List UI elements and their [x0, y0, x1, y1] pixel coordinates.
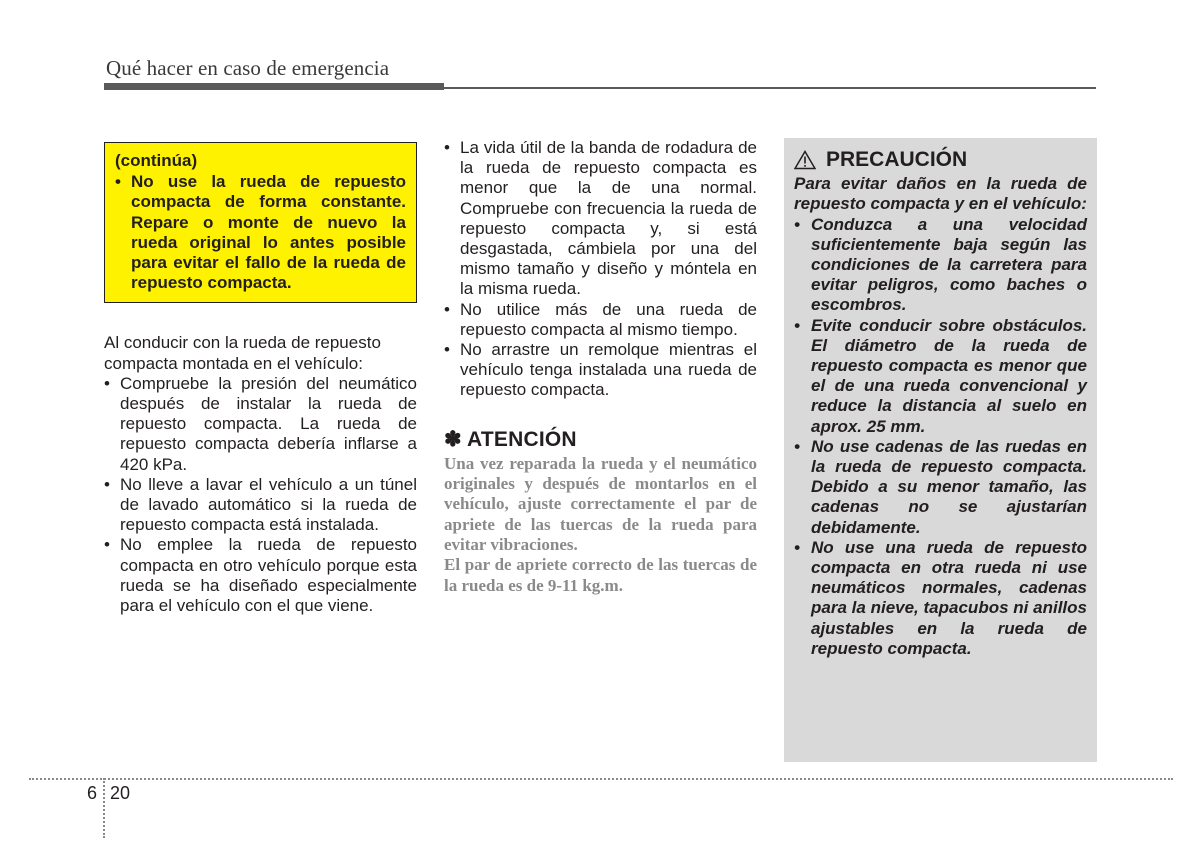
notice-item: • No use la rueda de repuesto compacta de forma constante. Repare o monte de nuevo la rueda original lo antes posible para evitar el fallo de la rueda de repuesto compacta.	[115, 172, 406, 293]
caution-item: • No use cadenas de las ruedas en la rueda de repuesto compacta. Debido a su menor tamaño, las cadenas no se ajustarían debidamente.	[794, 437, 1087, 538]
header-rule-thick	[104, 83, 444, 90]
list-item: • La vida útil de la banda de rodadura de la rueda de repuesto compacta es menor que la de una normal. Compruebe con frecuencia la rueda de repuesto compacta y, si está desgastada, cámbiela por una del mismo tamaño y diseño y móntela en la misma rueda.	[444, 138, 757, 300]
continued-notice-box	[104, 142, 417, 303]
page-number: 20	[110, 783, 131, 803]
header-rule-thin	[444, 87, 1096, 89]
column-left	[104, 142, 417, 616]
caution-item: • Conduzca a una velocidad suficientemente baja según las condiciones de la carretera para evitar peligros, como baches o escombros.	[794, 215, 1087, 316]
footer-vertical-divider	[103, 778, 105, 838]
column-right	[784, 138, 1097, 762]
list-item: • No emplee la rueda de repuesto compacta en otro vehículo porque esta rueda se ha diseñado especialmente para el vehículo con el que viene.	[104, 535, 417, 616]
page-header-title: Qué hacer en caso de emergencia	[106, 56, 390, 80]
attention-heading: ✽ ATENCIÓN	[444, 427, 577, 451]
caution-item: • Evite conducir sobre obstáculos. El diámetro de la rueda de repuesto compacta es menor que el de una rueda convencional y reduce la distancia al suelo en aprox. 25 mm.	[794, 316, 1087, 437]
notice-heading: (continúa)	[115, 151, 198, 170]
caution-box	[784, 138, 1097, 762]
list-item: • No utilice más de una rueda de repuesto compacta al mismo tiempo.	[444, 300, 757, 340]
column-middle	[444, 138, 757, 596]
caution-item: • No use una rueda de repuesto compacta en otra rueda ni use neumáticos normales, cadenas para la nieve, tapacubos ni anillos ajustables en la rueda de repuesto compacta.	[794, 538, 1087, 659]
intro-paragraph: Al conducir con la rueda de repuesto compacta montada en el vehículo:	[104, 333, 381, 373]
attention-body	[444, 454, 757, 596]
warning-triangle-icon	[794, 150, 816, 170]
footer-divider	[29, 778, 1173, 780]
caution-heading	[794, 150, 1087, 170]
list-item: • No lleve a lavar el vehículo a un túnel de lavado automático si la rueda de repuesto compacta está instalada.	[104, 475, 417, 536]
caution-intro: Para evitar daños en la rueda de repuesto compacta y en el vehículo:	[794, 174, 1087, 214]
attention-paragraph: El par de apriete correcto de las tuercas de la rueda es de 9-11 kg.m.	[444, 555, 757, 595]
chapter-number: 6	[87, 783, 98, 803]
caution-title-text: PRECAUCIÓN	[826, 148, 968, 171]
list-item: • Compruebe la presión del neumático después de instalar la rueda de repuesto compacta. La rueda de repuesto compacta debería inflarse a 420 kPa.	[104, 374, 417, 475]
list-item: • No arrastre un remolque mientras el vehículo tenga instalada una rueda de repuesto compacta.	[444, 340, 757, 401]
attention-paragraph: Una vez reparada la rueda y el neumático originales y después de montarlos en el vehículo, ajuste correctamente el par de apriete de las tuercas de la rueda para evitar vibraciones.	[444, 453, 757, 555]
